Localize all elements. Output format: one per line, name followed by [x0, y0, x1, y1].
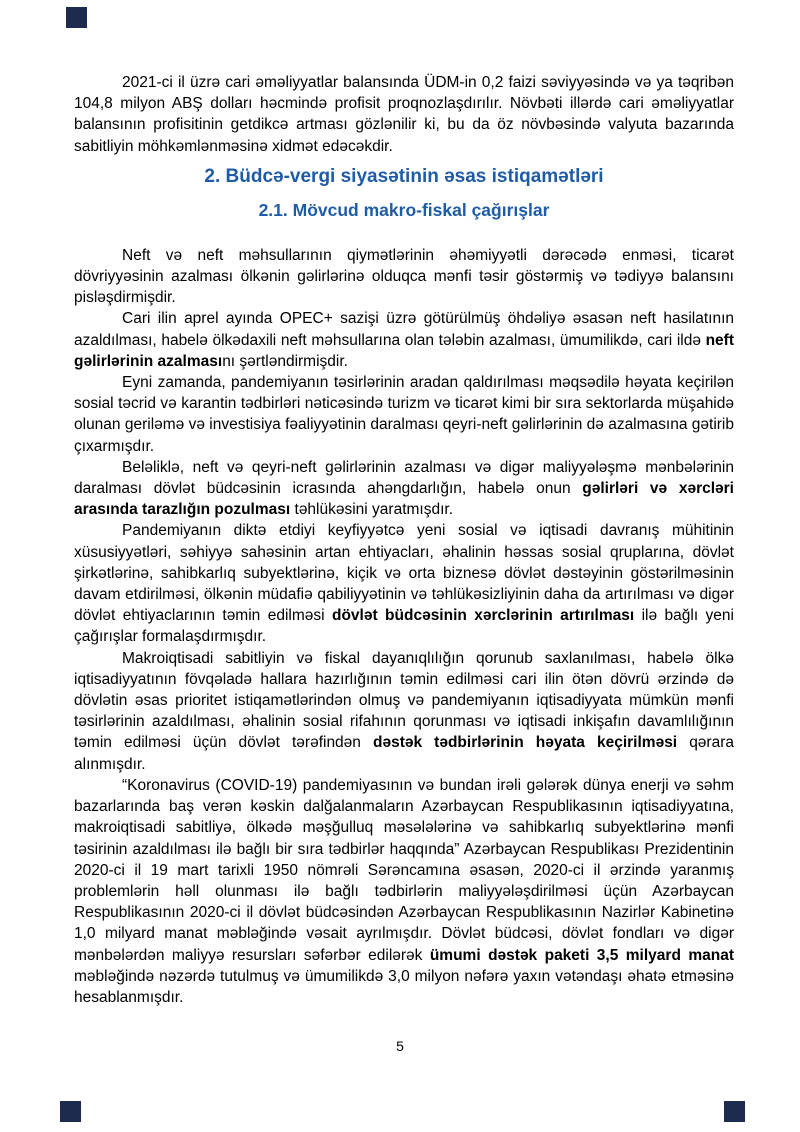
- text-run: Eyni zamanda, pandemiyanın təsirlərinin aradan qaldırılması məqsədilə həyata keçirilən sosial təcrid və karantin tədbirləri nəticəsində turizm və ticarət kimi bir sıra sektorlarda müşahidə olunan geriləmə və investisiya fəaliyyətinin daralması qeyri-neft gəlirlərinin də azalmasına gətirib çıxarmışdır.: [74, 374, 734, 455]
- paragraph: [74, 775, 734, 1008]
- text-run: Cari ilin aprel ayında OPEC+ sazişi üzrə götürülmüş öhdəliyə əsasən neft hasilatının azaldılması, habelə ölkədaxili neft məhsullarına olan tələbin azalması, ümumilikdə, cari ildə: [74, 310, 734, 349]
- text-run: məbləğində nəzərdə tutulmuş və ümumilikdə 3,0 milyon nəfərə yaxın vətəndaşı əhatə etməsinə hesablanmışdır.: [74, 967, 734, 1006]
- text-run: Neft və neft məhsullarının qiymətlərinin əhəmiyyətli dərəcədə enməsi, ticarət dövriyyəsinin azalması ölkənin gəlirlərinə olduqca mənfi təsir göstərmiş və tədiyyə balansını pisləşdirmişdir.: [74, 246, 734, 307]
- section-body: [74, 245, 734, 1008]
- text-run: Makroiqtisadi sabitliyin və fiskal dayanıqlılığın qorunub saxlanılması, habelə ölkə iqtisadiyyatının fövqəladə hallara hazırlığının təmin edilməsi cari ilin ötən dövrü ərzində də dövlətin əsas prioritet istiqamətlərindən olmuş və pandemiyanın iqtisadiyyata mümkün mənfi təsirlərinin azaldılması, əhalinin sosial rifahının qorunması və iqtisadi inkişafın davamlılığının təmin edilməsi üçün dövlət tərəfindən: [74, 649, 734, 752]
- paragraph: [74, 308, 734, 372]
- bold-text-run: dövlət büdcəsinin xərclərinin artırılması: [331, 607, 635, 625]
- bold-text-run: ümumi dəstək paketi 3,5 milyard manat: [429, 946, 734, 964]
- text-run: 2021-ci il üzrə cari əməliyyatlar balansında ÜDM-in 0,2 faizi səviyyəsində və ya təqribən 104,8 milyon ABŞ dolları həcmində profisit proqnozlaşdırılır. Növbəti illərdə cari əməliyyatlar balansının profisitinin getdikcə artması gözlənilir ki, bu da öz növbəsində valyuta bazarında sabitliyin möhkəmlənməsinə xidmət edəcəkdir.: [74, 74, 734, 155]
- text-run: Beləliklə, neft və qeyri-neft gəlirlərinin azalması və digər maliyyələşmə mənbələrinin daralması dövlət büdcəsinin icrasında ahəngdarlığın, habelə onun: [74, 458, 734, 498]
- text-run: təhlükəsini yaratmışdır.: [290, 501, 454, 519]
- text-run: nı şərtləndirmişdir.: [222, 352, 348, 370]
- text-run: qərara alınmışdır.: [74, 734, 734, 773]
- paragraph: [74, 372, 734, 457]
- corner-marker-bottom-right: [724, 1101, 745, 1122]
- paragraph: [74, 520, 734, 647]
- paragraph: [74, 245, 734, 309]
- paragraph: [74, 648, 734, 775]
- text-run: ilə bağlı yeni çağırışlar formalaşdırmışdır.: [74, 607, 734, 646]
- bold-text-run: gəlirləri və xərcləri arasında tarazlığın pozulması: [74, 480, 734, 519]
- corner-marker-bottom-left: [60, 1101, 81, 1122]
- paragraph-intro: [74, 72, 734, 157]
- text-run: Pandemiyanın diktə etdiyi keyfiyyətcə yeni sosial və iqtisadi davranış mühitinin xüsusiyyətləri, səhiyyə sahəsinin artan ehtiyacları, əhalinin həssas sosial qruplarına, dövlət şirkətlərinə, sahibkarlıq subyektlərinə, kiçik və orta biznesə dövlət dəstəyinin göstərilməsinin davam etdirilməsi, ölkənin müdafiə qabiliyyətinin və təhlükəsizliyinin daha da artırılması və digər dövlət ehtiyaclarının təmin edilməsi: [74, 522, 734, 625]
- bold-text-run: dəstək tədbirlərinin həyata keçirilməsi: [373, 734, 678, 752]
- page-number: 5: [396, 1038, 404, 1054]
- text-run: “Koronavirus (COVID-19) pandemiyasının və bundan irəli gələrək dünya enerji və səhm bazarlarında baş verən kəskin dalğalanmaların Azərbaycan Respublikasının iqtisadiyyatına, makroiqtisadi sabitliyə, ölkədə məşğulluq məsələlərinə və sahibkarlıq subyektlərinə mənfi təsirinin azaldılması ilə bağlı bir sıra tədbirlər haqqında” Azərbaycan Respublikası Prezidentinin 2020-ci il 19 mart tarixli 1950 nömrəli Sərəncamına əsasən, 2020-ci il ərzində yaranmış problemlərin həll olunması ilə bağlı tədbirlərin maliyyələşdirilməsi üçün Azərbaycan Respublikasının 2020-ci il dövlət büdcəsindən Azərbaycan Respublikasının Nazirlər Kabinetinə 1,0 milyard manat məbləğində vəsait ayrılmışdır. Dövlət büdcəsi, dövlət fondları və digər mənbələrdən maliyyə resursları səfərbər edilərək: [74, 776, 734, 964]
- section-heading: 2. Büdcə-vergi siyasətinin əsas istiqamətləri: [204, 165, 604, 187]
- bold-text-run: neft gəlirlərinin azalması: [74, 331, 734, 370]
- document-content: [74, 72, 734, 1008]
- paragraph: [74, 457, 734, 521]
- subsection-heading: 2.1. Mövcud makro-fiskal çağırışlar: [258, 199, 550, 220]
- corner-marker-top-left: [66, 7, 87, 28]
